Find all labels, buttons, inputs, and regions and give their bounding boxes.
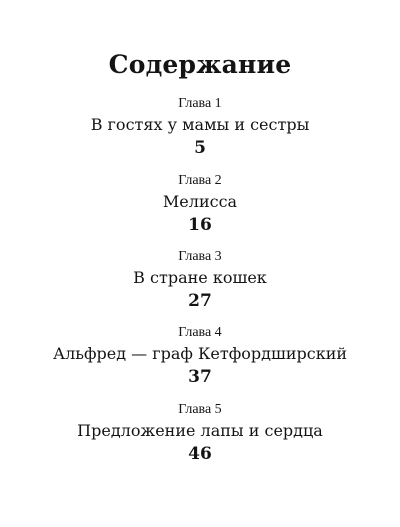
page-title: Содержание xyxy=(108,50,292,79)
chapter-page-number: 27 xyxy=(188,291,212,311)
chapter-page-number: 46 xyxy=(188,444,212,464)
chapter-title: Предложение лапы и сердца xyxy=(77,421,323,440)
chapter-page-number: 5 xyxy=(194,138,206,158)
toc-entry xyxy=(0,95,400,160)
chapter-page-number: 37 xyxy=(188,367,212,387)
chapter-label: Глава 3 xyxy=(178,249,222,264)
chapter-title: Альфред — граф Кетфордширский xyxy=(52,344,348,363)
chapter-label: Глава 2 xyxy=(178,173,222,188)
toc-entry xyxy=(0,401,400,466)
toc-entry xyxy=(0,248,400,313)
chapter-label: Глава 1 xyxy=(178,96,222,111)
chapter-label: Глава 5 xyxy=(178,402,222,417)
toc-entry xyxy=(0,172,400,237)
chapter-title: В гостях у мамы и сестры xyxy=(90,115,310,134)
chapter-label: Глава 4 xyxy=(178,325,222,340)
chapter-title: В стране кошек xyxy=(133,268,267,287)
toc-entry xyxy=(0,324,400,389)
chapter-title: Мелисса xyxy=(162,192,238,211)
chapter-page-number: 16 xyxy=(188,215,212,235)
